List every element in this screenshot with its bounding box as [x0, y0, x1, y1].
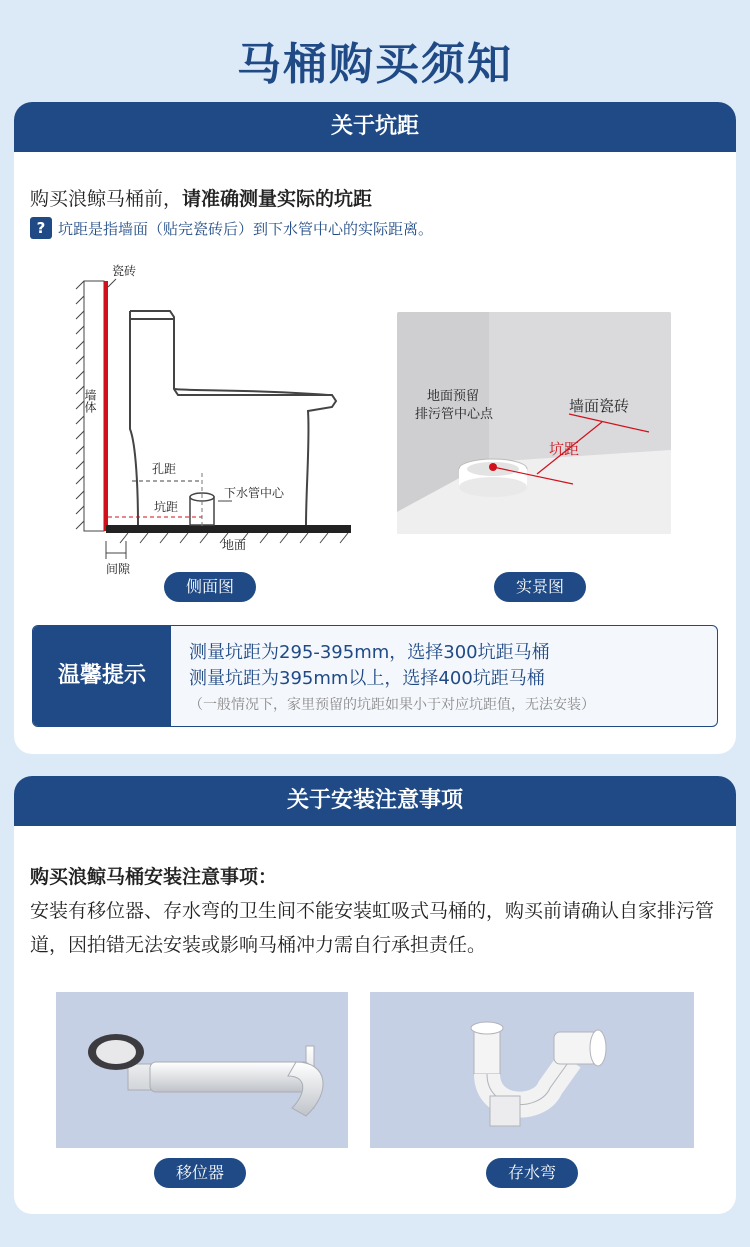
- wall-label: 墙体: [83, 389, 97, 413]
- tip-box: [32, 625, 718, 727]
- section-header-pit-distance: 关于坑距: [14, 102, 736, 152]
- gap-label: 间隙: [106, 562, 131, 576]
- photo-pit-distance-label: 坑距: [549, 440, 580, 458]
- p-trap-badge: 存水弯: [486, 1158, 578, 1188]
- drain-center-label: 下水管中心: [224, 486, 285, 500]
- tile-label: 瓷砖: [112, 264, 137, 278]
- wall-tile-label: 墙面瓷砖: [569, 397, 630, 415]
- shifter-badge: 移位器: [154, 1158, 246, 1188]
- side-view-badge: 侧面图: [164, 572, 256, 602]
- intro-bold: 请准确测量实际的坑距: [182, 188, 373, 210]
- side-view-diagram: [70, 259, 355, 579]
- real-view-badge: 实景图: [494, 572, 586, 602]
- floor-shape: [106, 525, 351, 533]
- tip-label: 温馨提示: [33, 626, 171, 726]
- real-scene-photo: [397, 312, 671, 534]
- tip-line-1: 测量坑距为295-395mm，选择300坑距马桶: [189, 642, 550, 663]
- page-title: 马桶购买须知: [237, 39, 513, 90]
- pit-distance-card: [14, 102, 736, 754]
- installation-card: [14, 776, 736, 1214]
- p-trap-photo: [370, 992, 694, 1148]
- hole-distance-label: 孔距: [152, 462, 177, 476]
- pit-distance-label: 坑距: [154, 500, 179, 514]
- install-title: 购买浪鲸马桶安装注意事项：: [30, 866, 278, 888]
- intro-text: [30, 184, 372, 211]
- question-icon: ?: [30, 217, 52, 239]
- definition-hint: [30, 217, 433, 239]
- reserved-drain-label-2: 排污管中心点: [415, 407, 494, 422]
- install-body: 安装有移位器、存水弯的卫生间不能安装虹吸式马桶的，购买前请确认自家排污管道，因拍错无法安装或影响马桶冲力需自行承担责任。: [30, 900, 715, 956]
- reserved-drain-label-1: 地面预留: [427, 389, 480, 404]
- hint-text: 坑距是指墙面（贴完瓷砖后）到下水管中心的实际距离。: [58, 219, 434, 238]
- tip-line-2: 测量坑距为395mm以上，选择400坑距马桶: [189, 668, 545, 689]
- tip-note: （一般情况下，家里预留的坑距如果小于对应坑距值，无法安装）: [189, 697, 595, 713]
- floor-label: 地面: [222, 538, 247, 552]
- section-header-installation: 关于安装注意事项: [14, 776, 736, 826]
- shifter-photo: [56, 992, 348, 1148]
- intro-normal: 购买浪鲸马桶前，: [30, 188, 183, 210]
